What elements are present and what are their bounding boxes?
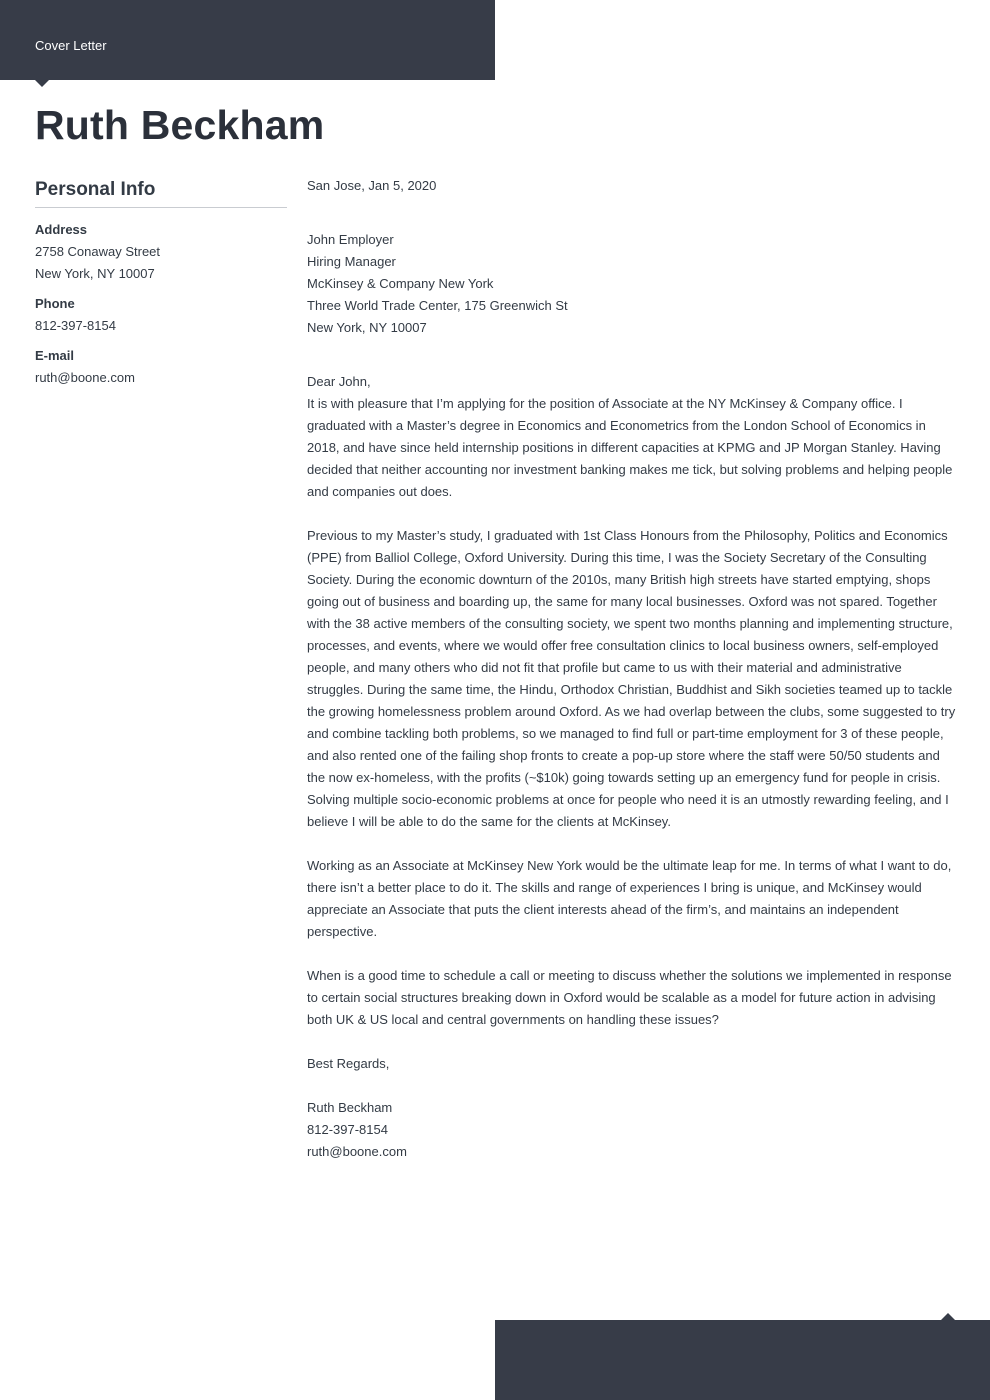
address-group [35, 219, 287, 285]
address-line-1: 2758 Conaway Street [35, 244, 161, 259]
recipient-line: Three World Trade Center, 175 Greenwich St [307, 298, 568, 313]
phone-group [35, 293, 287, 337]
closing: Best Regards, [307, 1056, 390, 1071]
email-value[interactable]: ruth@boone.com [35, 370, 135, 385]
body-paragraph: Working as an Associate at McKinsey New York would be the ultimate leap for me. In terms of what I want to do, there isn’t a better place to do it. The skills and range of experiences I bring is unique, and McKinsey would appreciate an Associate that puts the client interests ahead of the firm’s, and maintains an independent perspective. [307, 858, 952, 939]
address-line-2: New York, NY 10007 [35, 266, 155, 281]
header-band [0, 0, 495, 80]
document-type-label: Cover Letter [35, 38, 107, 53]
letter-date: San Jose, Jan 5, 2020 [307, 178, 437, 193]
recipient-line: Hiring Manager [307, 254, 396, 269]
recipient-line: New York, NY 10007 [307, 320, 427, 335]
body-paragraph: When is a good time to schedule a call or meeting to discuss whether the solutions we implemented in response to certain social structures breaking down in Oxford would be scalable as a model for future action in advising both UK & US local and central governments on handling these issues? [307, 968, 952, 1027]
footer-notch-decoration [941, 1313, 955, 1320]
applicant-name: Ruth Beckham [35, 102, 325, 148]
footer-band [495, 1320, 990, 1400]
phone-value: 812-397-8154 [35, 318, 116, 333]
signature-block [307, 1097, 957, 1163]
address-label: Address [35, 222, 88, 237]
salutation: Dear John, [307, 374, 371, 389]
body-paragraph: Previous to my Master’s study, I graduated with 1st Class Honours from the Philosophy, Politics and Economics (PPE) from Balliol College, Oxford University. During this time, I was the Society Secretary of the Consulting Society. During the economic downturn of the 2010s, many British high streets have started emptying, shops going out of business and boarding up, the same for many local businesses. Oxford was not spared. Together with the 38 active members of the consulting society, we spent two months planning and implementing structure, processes, and events, where we would offer free consultation clinics to local business owners, self-employed people, and many others who did not fit that profile but came to us with their material and administrative struggles. During the same time, the Hindu, Orthodox Christian, Buddhist and Sikh societies teamed up to tackle the growing homelessness problem around Oxford. As we had overlap between the clubs, some suggested to try and combine tackling both problems, so we managed to find full or part-time employment for 3 of these people, and also rented one of the failing shop fronts to create a pop-up store where the staff were 50/50 students and the now ex-homeless, with the profits (~$10k) going towards setting up an emergency fund for people in crisis. Solving multiple socio-economic problems at once for people who need it is an utmostly rewarding feeling, and I believe I will be able to do the same for the clients at McKinsey. [307, 528, 956, 829]
recipient-line: McKinsey & Company New York [307, 276, 494, 291]
header-notch-decoration [35, 80, 49, 87]
recipient-line: John Employer [307, 232, 394, 247]
body-paragraph: It is with pleasure that I’m applying for the position of Associate at the NY McKinsey & Company office. I graduated with a Master’s degree in Economics and Econometrics from the London School of Economics in 2018, and have since held internship positions in different capacities at KPMG and JP Morgan Stanley. Having decided that neither accounting nor investment banking makes me tick, but solving problems and helping people and companies out does. [307, 396, 953, 499]
email-label: E-mail [35, 348, 75, 363]
personal-info-heading: Personal Info [35, 178, 287, 208]
phone-label: Phone [35, 296, 75, 311]
letter-body [307, 175, 957, 1163]
email-group [35, 345, 287, 389]
signature-name: Ruth Beckham [307, 1100, 393, 1115]
recipient-block [307, 229, 957, 339]
signature-email[interactable]: ruth@boone.com [307, 1144, 407, 1159]
personal-info-sidebar [35, 178, 287, 389]
signature-phone: 812-397-8154 [307, 1122, 388, 1137]
